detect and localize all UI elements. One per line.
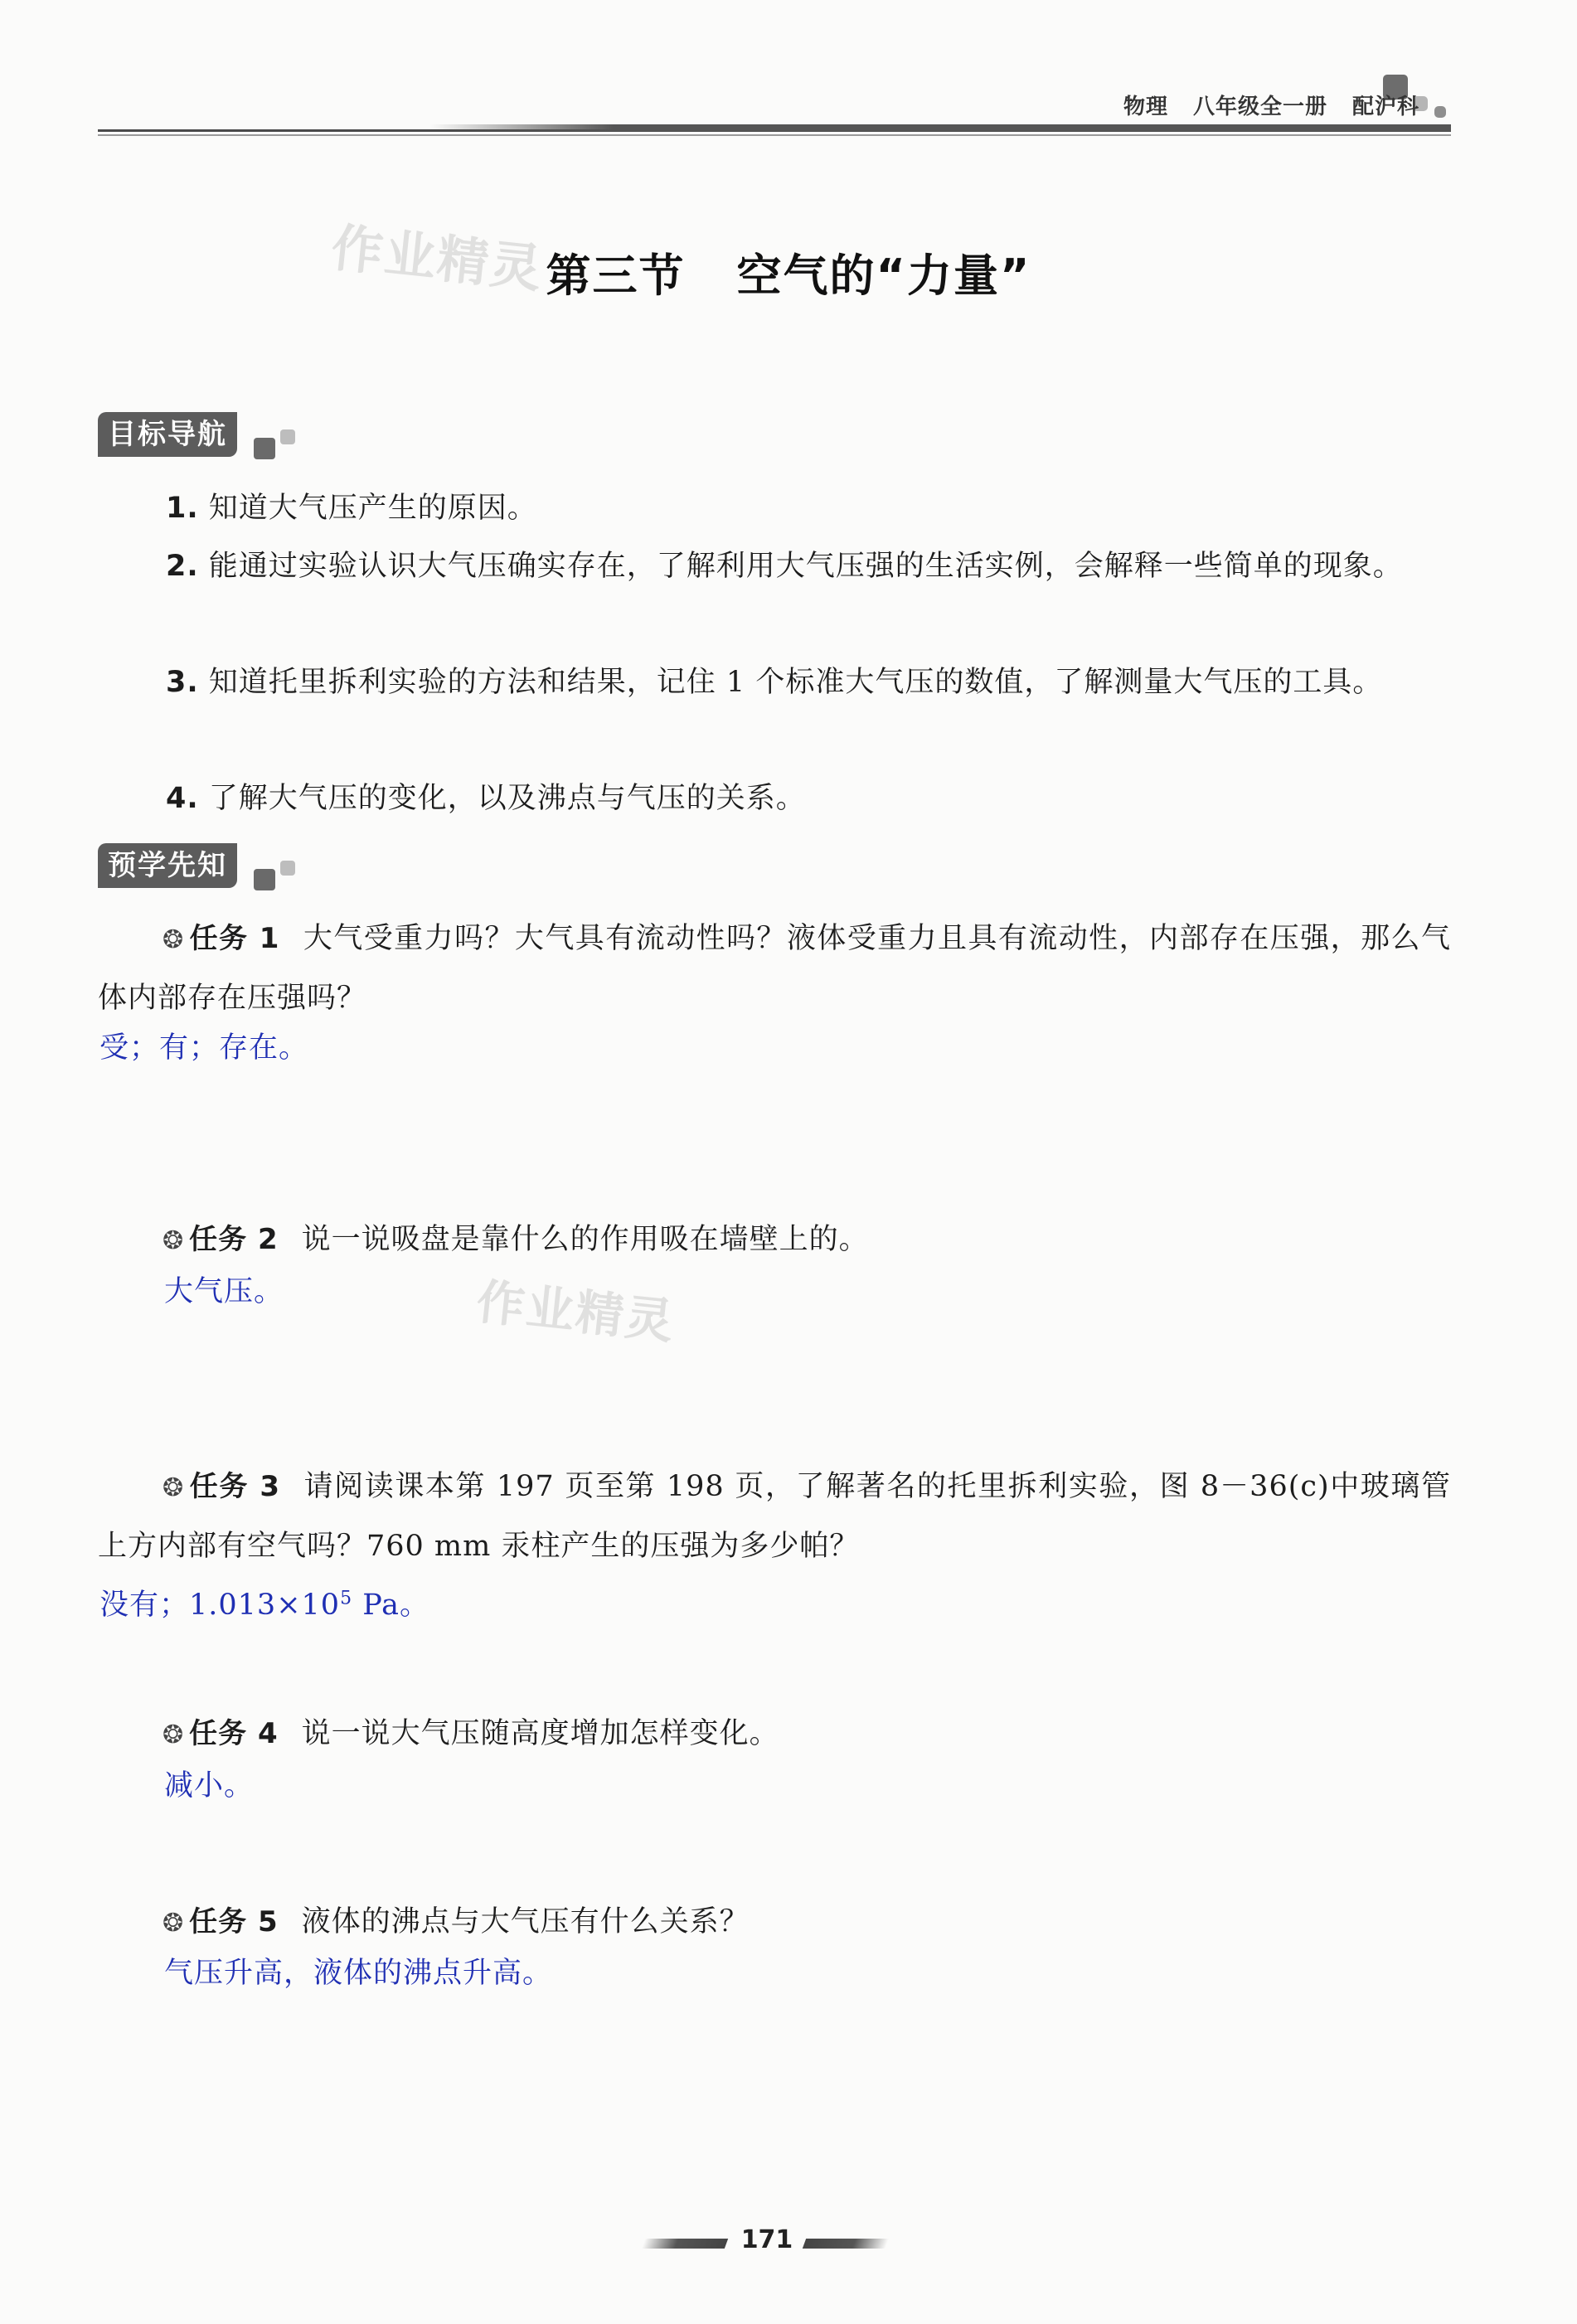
task-answer: 气压升高，液体的沸点升高。 [164, 1957, 553, 1990]
header-grade: 八年级全一册 [1192, 95, 1327, 119]
goal-item: 1. 知道大气压产生的原因。 [166, 492, 537, 525]
watermark: 作业精灵 [473, 1273, 678, 1351]
task-answer: 减小。 [164, 1769, 255, 1802]
task-question: ❂ 任务 5 液体的沸点与大气压有什么关系？ [163, 1905, 750, 1938]
section-title-text: 空气的“力量” [736, 250, 1031, 302]
header-edition: 配沪科 [1351, 95, 1419, 119]
goal-item: 2. 能通过实验认识大气压确实存在，了解利用大气压强的生活实例，会解释一些简单的现象。 [166, 550, 1403, 583]
page-title [0, 240, 1577, 304]
task-bullet-icon: ❂ [163, 1720, 185, 1749]
page-footer [0, 2225, 1577, 2259]
task-bullet-icon: ❂ [163, 1226, 185, 1255]
task-bullet-icon: ❂ [163, 1909, 185, 1938]
task-bullet-icon: ❂ [163, 925, 185, 954]
header-rule [98, 124, 1451, 131]
task-answer: 大气压。 [164, 1275, 284, 1308]
task-question: ❂ 任务 3 请阅读课本第 197 页至第 198 页，了解著名的托里拆利实验，图 8－36(c)中玻璃管上方内部有空气吗？760 mm 汞柱产生的压强为多少帕？ [98, 1470, 1451, 1563]
header-subject: 物理 [1123, 95, 1168, 119]
goals-tag: 目标导航 [98, 412, 237, 457]
task-question: ❂ 任务 2 说一说吸盘是靠什么的作用吸在墙壁上的。 [163, 1223, 869, 1256]
watermark: 作业精灵 [328, 216, 546, 300]
running-header [1123, 90, 1419, 120]
task-question: ❂ 任务 4 说一说大气压随高度增加怎样变化。 [163, 1717, 779, 1750]
goal-item: 4. 了解大气压的变化，以及沸点与气压的关系。 [166, 782, 806, 815]
task-bullet-icon: ❂ [163, 1473, 185, 1502]
task-answer: 没有；$1.013\times 10^5$ Pa。 [99, 1588, 430, 1622]
task-question: ❂ 任务 1 大气受重力吗？大气具有流动性吗？液体受重力且具有流动性，内部存在压强，那么气体内部存在压强吗？ [98, 922, 1451, 1015]
task-answer: 受；有；存在。 [99, 1031, 309, 1065]
preview-tag: 预学先知 [98, 843, 237, 888]
section-number: 第三节 [546, 250, 686, 302]
goal-item: 3. 知道托里拆利实验的方法和结果，记住 1 个标准大气压的数值，了解测量大气压的工具。 [166, 666, 1383, 699]
page-number: 171 [740, 2225, 793, 2254]
